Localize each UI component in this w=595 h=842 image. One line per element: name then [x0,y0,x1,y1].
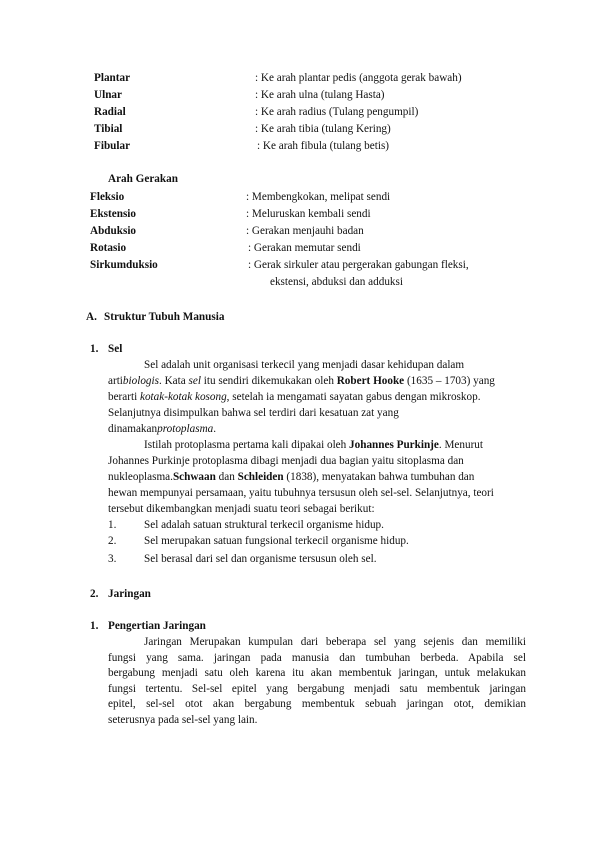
desc-plantar: : Ke arah plantar pedis (anggota gerak bawah) [255,72,462,84]
person-name: Robert Hooke [336,375,405,387]
list-number: 3. [108,553,117,565]
text-line: Sel adalah unit organisasi terkecil yang menjadi dasar kehidupan dalam [144,359,465,371]
term-abduksio: Abduksio [90,225,137,237]
text-run: (1635 – 1703) yang [404,375,495,387]
desc-fibular: : Ke arah fibula (tulang betis) [257,140,390,152]
text-line [144,438,483,454]
text-run: Istilah protoplasma pertama kali dipakai oleh [144,439,350,451]
desc-abduksio: : Gerakan menjauhi badan [246,225,364,237]
text-run: kotak-kotak kosong [140,391,227,403]
sel-title: Sel [108,343,123,355]
text-run: , setelah ia mengamati sayatan gabus dengan mikroskop. [226,391,481,403]
term-fleksio: Fleksio [90,191,125,203]
text-line: fungsi yang sama. jaringan pada manusia dan tumbuhan berbeda. Apabila sel [108,651,526,664]
list-number: 1. [108,519,117,531]
section-a-label: A. [86,311,97,323]
desc-rotasio: : Gerakan memutar sendi [248,242,361,254]
person-name: Schwaan [172,471,216,483]
text-line: epitel, sel-sel otot akan bergabung membentuk sebuah jaringan otot, demikian [108,698,526,710]
list-item: Sel berasal dari sel dan organisme tersusun oleh sel. [144,553,377,565]
term-fibular: Fibular [94,140,131,152]
text-line [108,390,481,406]
jaringan-number: 2. [90,588,99,600]
desc-fleksio: : Membengkokan, melipat sendi [246,191,391,203]
text-run: dan [215,471,238,483]
text-run: biologis [122,375,159,387]
text-line: Johannes Purkinje protoplasma dibagi menjadi dua bagian yaitu sitoplasma dan [108,455,464,467]
desc-ulnar: : Ke arah ulna (tulang Hasta) [255,89,385,101]
movement-heading: Arah Gerakan [108,173,178,185]
text-line [108,374,495,390]
person-name: Schleiden [237,471,284,483]
desc-tibial: : Ke arah tibia (tulang Kering) [255,123,391,135]
term-plantar: Plantar [94,72,131,84]
text-line: tersebut dikembangkan menjadi suatu teori sebagai berikut: [108,503,375,515]
term-sirkumduksio: Sirkumduksio [90,259,158,271]
text-line: Selanjutnya disimpulkan bahwa sel terdiri dari kesatuan zat yang [108,407,399,419]
term-radial: Radial [94,106,126,118]
section-a-title: Struktur Tubuh Manusia [104,311,225,323]
pengertian-paragraph [108,635,526,728]
list-item: Sel merupakan satuan fungsional terkecil organisme hidup. [144,535,409,547]
pengertian-number: 1. [90,620,99,632]
text-run: (1838), menyatakan bahwa tumbuhan dan [283,471,475,483]
term-rotasio: Rotasio [90,242,127,254]
text-run: . Menurut [438,439,483,451]
text-run: itu sendiri dikemukakan oleh [200,375,337,387]
text-run: . [213,423,217,435]
pengertian-title: Pengertian Jaringan [108,620,206,632]
desc-radial: : Ke arah radius (Tulang pengumpil) [255,106,419,118]
text-line: hewan mempunyai persamaan, yaitu tubuhnya tersusun oleh sel-sel. Selanjutnya, teori [108,487,494,499]
list-number: 2. [108,535,117,547]
text-run: berarti [108,391,140,403]
term-ekstensio: Ekstensio [90,208,137,220]
term-tibial: Tibial [94,123,123,135]
desc-sirkumduksio: : Gerak sirkuler atau pergerakan gabungan fleksi, [248,259,469,271]
text-run: protoplasma [157,423,214,435]
person-name: Johannes Purkinje [349,439,439,451]
text-line: seterusnya pada sel-sel yang lain. [108,713,258,726]
sel-number: 1. [90,343,99,355]
text-line: bergabung menjadi satu oleh karena itu akan membentuk jaringan, untuk melakukan [108,667,526,679]
desc-ekstensio: : Meluruskan kembali sendi [246,208,371,220]
text-line: fungsi tertentu. Sel-sel epitel yang bergabung menjadi satu membentuk jaringan [108,682,526,695]
text-line [108,422,216,438]
text-line [108,470,474,486]
text-run: sel [188,375,201,387]
text-run: arti [108,375,123,387]
list-item: Sel adalah satuan struktural terkecil organisme hidup. [144,519,384,531]
text-run: nukleoplasma. [108,471,173,483]
text-run: dinamakan [108,423,158,435]
text-line: Jaringan Merupakan kumpulan dari beberapa sel yang sejenis dan memiliki [144,636,526,648]
term-ulnar: Ulnar [94,89,122,101]
jaringan-title: Jaringan [108,588,151,600]
desc-sirkumduksio-cont: ekstensi, abduksi dan adduksi [270,276,403,288]
text-run: . Kata [158,375,189,387]
